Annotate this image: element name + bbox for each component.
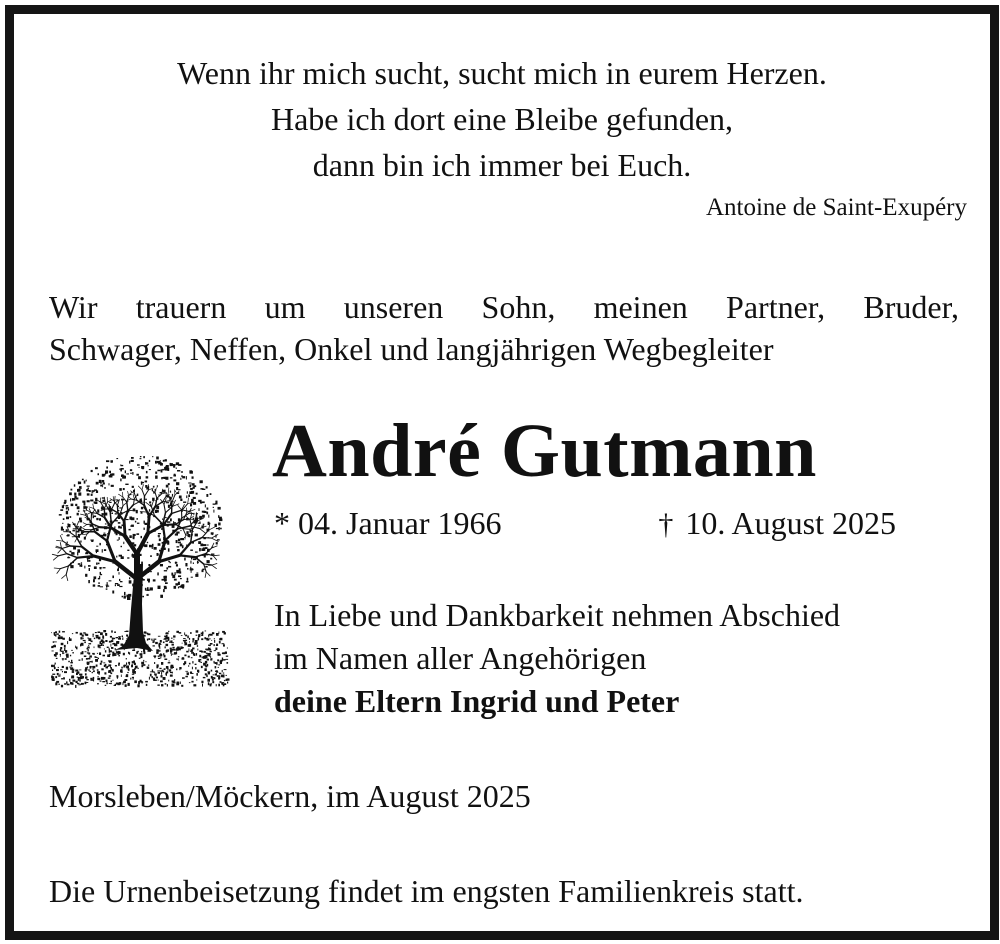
quote-line-3: dann bin ich immer bei Euch. [312,147,692,183]
burial-note: Die Urnenbeisetzung findet im engsten Familienkreis statt. [49,873,804,909]
birth-date-group [274,502,502,544]
family-signature: deine Eltern Ingrid und Peter [274,683,680,719]
farewell-line-1: In Liebe und Dankbarkeit nehmen Abschied [274,597,841,633]
tree-icon [47,444,231,689]
obituary-frame [5,5,999,940]
intro-text [49,286,959,370]
farewell-line-2: im Namen aller Angehörigen [274,640,647,676]
farewell-text [274,594,840,723]
quote [14,50,990,188]
birth-symbol: * [274,505,290,541]
death-date: 10. August 2025 [685,505,896,541]
quote-author: Antoine de Saint-Exupéry [705,194,967,221]
birth-date: 04. Januar 1966 [298,505,502,541]
intro-line-2: Schwager, Neffen, Onkel und langjährigen Wegbegleiter [49,331,774,367]
intro-line-1: Wir trauern um unseren Sohn, meinen Partner, Bruder, [49,289,959,325]
quote-line-2: Habe ich dort eine Bleibe gefunden, [270,101,734,137]
quote-line-1: Wenn ihr mich sucht, sucht mich in eurem Herzen. [177,55,827,91]
deceased-name: André Gutmann [272,409,817,493]
death-date-group [658,502,896,546]
death-cross-icon: † [658,508,674,541]
place-and-date: Morsleben/Möckern, im August 2025 [49,778,531,814]
life-dates [274,502,896,544]
